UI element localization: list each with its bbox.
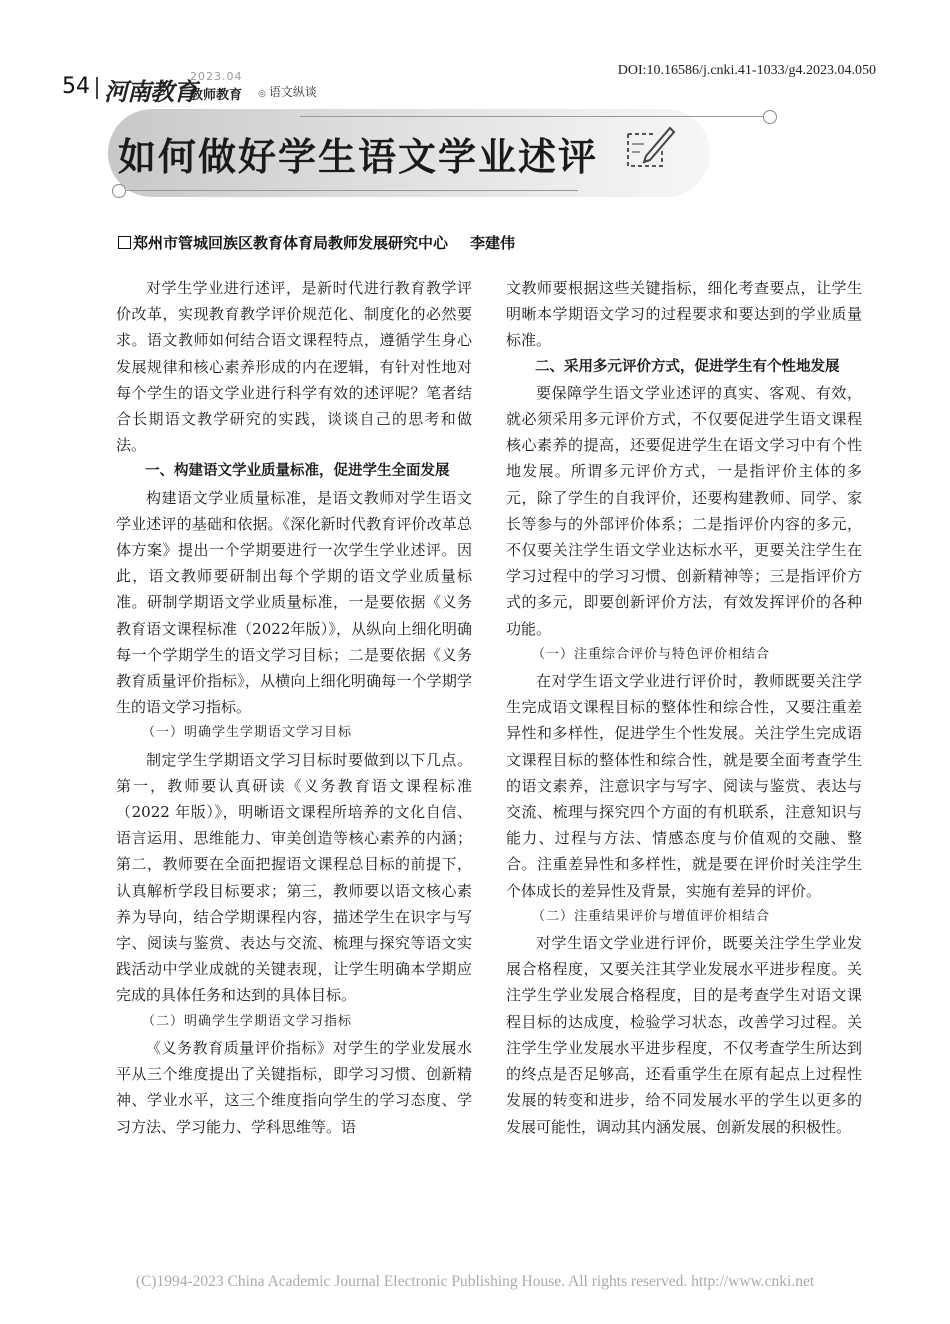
paragraph: 对学生语文学业进行评价，既要关注学生学业发展合格程度，又要关注其学业发展水平进步程度。关注学生学业发展合格程度，目的是考查学生对语文课程目标的达成度，检验学习状态，改善学习过程。关注学生学业发展水平进步程度，不仅考查学生所达到的终点是否足够高，还看重学生在原有起点上过程性发展的转变和进步，给不同发展水平的学生以更多的发展可能性，调动其内涵发展、创新发展的积极性。 [506, 934, 862, 1136]
logo-date: 2023.04 [190, 70, 243, 83]
paragraph: 《义务教育质量评价指标》对学生的学业发展水平从三个维度提出了关键指标，即学习习惯、创新精神、学业水平，这三个维度指向学生的学习态度、学习方法、学习能力、学科思维等。语 [116, 1038, 472, 1136]
paragraph: 构建语文学业质量标准，是语文教师对学生语文学业述评的基础和依据。《深化新时代教育评价改革总体方案》提出一个学期要进行一次学生学业述评。因此，语文教师要研制出每个学期的语文学业质量标准。研制学期语文学业质量标准，一是要依据《义务教育语文课程标准（2022年版）》，从纵向上细化明确每一个学期学生的语文学习目标；二是要依据《义务教育质量评价指标》，从横向上细化明确每一个学期学生的语文学习指标。 [116, 488, 472, 717]
banner-rule-bottom [118, 190, 578, 191]
header-divider [96, 77, 98, 99]
square-icon [118, 236, 131, 249]
right-column [506, 275, 862, 1140]
institution: 郑州市管城回族区教育体育局教师发展研究中心 [133, 234, 449, 252]
doi: DOI:10.16586/j.cnki.41-1033/g4.2023.04.050 [617, 63, 876, 78]
subsection-heading: （一）注重综合评价与特色评价相结合 [532, 646, 771, 662]
paragraph-continued: 文教师要根据这些关键指标，细化考查要点，让学生明晰本学期语文学习的过程要求和要达到的学业质量标准。 [506, 279, 862, 350]
section-heading-2: 二、采用多元评价方式，促进学生有个性地发展 [535, 358, 840, 375]
writing-pen-icon [622, 120, 678, 176]
ring-icon [763, 110, 777, 124]
author: 李建伟 [470, 234, 516, 252]
left-column [116, 275, 472, 1140]
column-name-text: 语文纵谈 [268, 85, 317, 99]
subsection-heading: （一）明确学生学期语文学习目标 [142, 725, 353, 741]
section-heading-1: 一、构建语文学业质量标准，促进学生全面发展 [145, 463, 450, 480]
column-name [258, 83, 317, 100]
logo-subtitle: 教师教育 [190, 88, 243, 103]
paragraph: 要保障学生语文学业述评的真实、客观、有效，就必须采用多元评价方式，不仅要促进学生语文课程核心素养的提高，还要促进学生在语文学习中有个性地发展。所谓多元评价方式，一是指评价主体的多元，除了学生的自我评价，还要构建教师、同学、家长等参与的外部评价体系；二是指评价内容的多元，不仅要关注学生语文学业达标水平，更要关注学生在学习过程中的学习习惯、创新精神等；三是指评价方式的多元，即要创新评价方法，有效发挥评价的各种功能。 [506, 383, 862, 638]
paragraph: 制定学生学期语文学习目标时要做到以下几点。第一，教师要认真研读《义务教育语文课程标准（2022 年版）》，明晰语文课程所培养的文化自信、语言运用、思维能力、审美创造等核心素养的内涵；第二，教师要在全面把握语文课程总目标的前提下，认真解析学段目标要求；第三，教师要以语文核心素养为导向，结合学期课程内容，描述学生在识字与写字、阅读与鉴赏、表达与交流、梳理与探究等语文实践活动中学业成就的关键表现，让学生明确本学期应完成的具体任务和达到的具体目标。 [116, 750, 472, 1005]
article-title: 如何做好学生语文学业述评 [118, 134, 599, 179]
bullet-icon: ◎ [258, 89, 266, 99]
copyright-footer: (C)1994-2023 China Academic Journal Electronic Publishing House. All rights reserved. http://www.cnki.net [135, 1273, 815, 1290]
byline [118, 232, 515, 253]
banner-rule-top [300, 116, 770, 117]
subsection-heading: （二）注重结果评价与增值评价相结合 [532, 908, 771, 924]
subsection-heading: （二）明确学生学期语文学习指标 [142, 1013, 353, 1029]
page-number: 54 [62, 74, 90, 99]
logo-wordmark: 河南教育 [104, 77, 196, 106]
journal-logo [104, 70, 254, 106]
ring-icon [112, 184, 126, 198]
paragraph: 在对学生语文学业进行评价时，教师既要关注学生完成语文课程目标的整体性和综合性，又要注重差异性和多样性，促进学生个性发展。关注学生完成语文课程目标的整体性和综合性，就是要全面考查学生的语文素养，注意识字与写字、阅读与鉴赏、表达与交流、梳理与探究四个方面的有机联系，注意知识与能力、过程与方法、情感态度与价值观的交融、整合。注重差异性和多样性，就是要在评价时关注学生个体成长的差异性及背景，实施有差异的评价。 [506, 672, 862, 900]
intro-paragraph: 对学生学业进行述评，是新时代进行教育教学评价改革，实现教育教学评价规范化、制度化的必然要求。语文教师如何结合语文课程特点，遵循学生身心发展规律和核心素养形成的内在逻辑，有针对性地对每个学生的语文学业进行科学有效的述评呢？笔者结合长期语文教学研究的实践，谈谈自己的思考和做法。 [116, 279, 472, 455]
